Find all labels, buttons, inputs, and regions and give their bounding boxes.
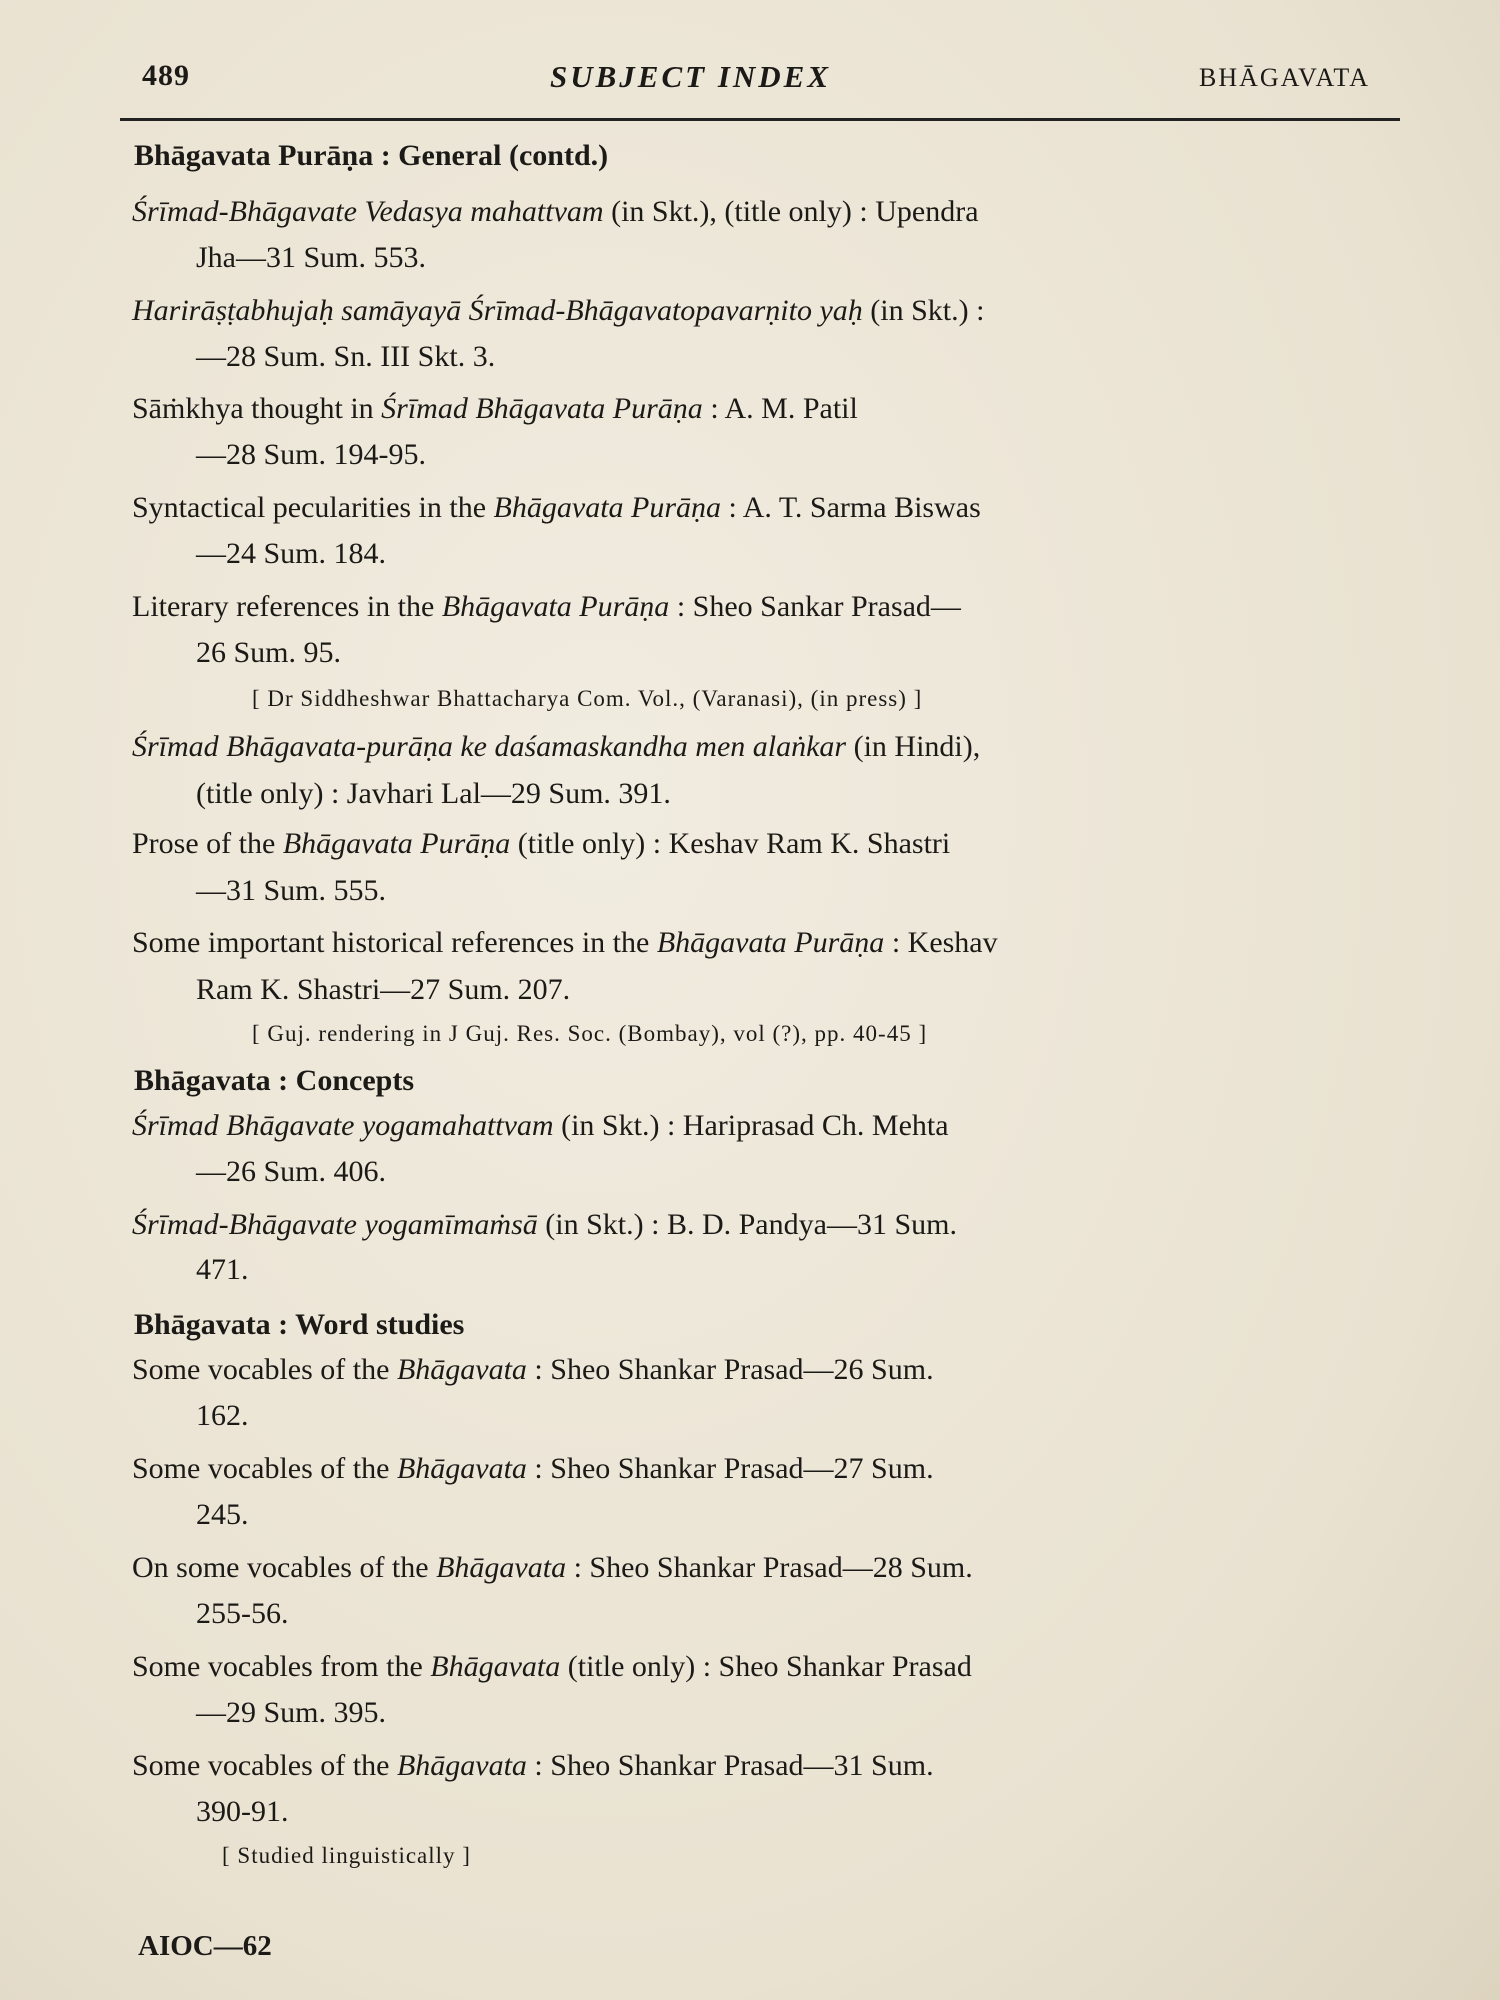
entry-title-italic: Śrīmad-Bhāgavate yogamīmaṁsā bbox=[132, 1208, 538, 1241]
entry-title-italic: Bhāgavata bbox=[396, 1353, 527, 1386]
entry-line bbox=[132, 293, 1372, 329]
entry-continuation: —28 Sum. Sn. III Skt. 3. bbox=[196, 340, 496, 373]
entry-continuation: —24 Sum. 184. bbox=[196, 537, 387, 570]
entry-title-italic: Bhāgavata Purāṇa bbox=[656, 926, 885, 959]
running-head: BHĀGAVATA bbox=[1199, 63, 1370, 92]
entry-line bbox=[132, 1108, 1372, 1144]
entry-line bbox=[132, 1207, 1372, 1243]
entry-text: : Keshav bbox=[884, 926, 998, 959]
entry-title-italic: Bhāgavata bbox=[430, 1650, 561, 1683]
entry-note: [ Studied linguistically ] bbox=[222, 1843, 471, 1868]
entry-continuation: 26 Sum. 95. bbox=[196, 636, 342, 669]
signature-mark: AIOC—62 bbox=[138, 1930, 272, 1962]
entry-title-italic: Bhāgavata Purāṇa bbox=[441, 590, 670, 623]
entry-note: [ Guj. rendering in J Guj. Res. Soc. (Bombay), vol (?), pp. 40-45 ] bbox=[252, 1021, 928, 1046]
entry-text: Some vocables of the bbox=[132, 1353, 397, 1386]
entry-line bbox=[132, 589, 1372, 625]
section-heading: Bhāgavata : Concepts bbox=[134, 1064, 415, 1097]
entry-line bbox=[132, 826, 1372, 862]
entry-continuation: —28 Sum. 194-95. bbox=[196, 438, 427, 471]
entry-text: Literary references in the bbox=[132, 590, 442, 623]
entry-text: Some vocables of the bbox=[132, 1452, 397, 1485]
entry-text: (title only) : Keshav Ram K. Shastri bbox=[510, 827, 951, 860]
entry-note: [ Dr Siddheshwar Bhattacharya Com. Vol., (Varanasi), (in press) ] bbox=[252, 686, 923, 711]
entry-text: (in Skt.), (title only) : Upendra bbox=[603, 195, 979, 228]
entry-text: (title only) : Sheo Shankar Prasad bbox=[560, 1650, 972, 1683]
entry-continuation: —29 Sum. 395. bbox=[196, 1696, 387, 1729]
section-heading: Bhāgavata : Word studies bbox=[134, 1308, 465, 1341]
entry-line bbox=[132, 1352, 1372, 1388]
entry-continuation: Jha—31 Sum. 553. bbox=[196, 241, 427, 274]
entry-text: : Sheo Shankar Prasad—31 Sum. bbox=[526, 1749, 934, 1782]
entry-title-italic: Śrīmad Bhāgavata-purāṇa ke daśamaskandha men alaṅkar bbox=[132, 730, 847, 763]
entry-line bbox=[132, 1649, 1372, 1685]
entry-text: Some vocables of the bbox=[132, 1749, 397, 1782]
entry-continuation: 390-91. bbox=[196, 1795, 289, 1828]
entry-text: Sāṁkhya thought in bbox=[132, 392, 382, 425]
entry-text: : Sheo Shankar Prasad—26 Sum. bbox=[526, 1353, 934, 1386]
entry-continuation: Ram K. Shastri—27 Sum. 207. bbox=[196, 973, 571, 1006]
entry-title-italic: Bhāgavata bbox=[396, 1749, 527, 1782]
entry-continuation: —31 Sum. 555. bbox=[196, 874, 387, 907]
section-heading: Bhāgavata Purāṇa : General (contd.) bbox=[134, 139, 609, 172]
entry-text: : Sheo Shankar Prasad—28 Sum. bbox=[566, 1551, 973, 1584]
entry-text: Some vocables from the bbox=[132, 1650, 431, 1683]
entry-continuation: 255-56. bbox=[196, 1597, 289, 1630]
entry-title-italic: Bhāgavata bbox=[396, 1452, 527, 1485]
entry-line bbox=[132, 925, 1372, 961]
entry-text: (in Skt.) : bbox=[862, 294, 985, 327]
entry-text: Prose of the bbox=[132, 827, 283, 860]
entry-line bbox=[132, 1550, 1372, 1586]
entry-continuation: —26 Sum. 406. bbox=[196, 1155, 387, 1188]
page-title: SUBJECT INDEX bbox=[550, 59, 832, 94]
entry-line bbox=[132, 1748, 1372, 1784]
entry-title-italic: Śrīmad Bhāgavata Purāṇa bbox=[381, 392, 703, 425]
entry-line bbox=[132, 194, 1372, 230]
entry-line bbox=[132, 1451, 1372, 1487]
entry-line bbox=[132, 391, 1372, 427]
entry-text: Syntactical pecularities in the bbox=[132, 491, 494, 524]
entry-title-italic: Śrīmad-Bhāgavate Vedasya mahattvam bbox=[132, 195, 604, 228]
entry-title-italic: Bhāgavata bbox=[436, 1551, 567, 1584]
entry-line bbox=[132, 490, 1372, 526]
entry-title-italic: Śrīmad Bhāgavate yogamahattvam bbox=[132, 1109, 554, 1142]
entry-continuation: 245. bbox=[196, 1498, 249, 1531]
entry-continuation: (title only) : Javhari Lal—29 Sum. 391. bbox=[196, 777, 671, 810]
entry-continuation: 471. bbox=[196, 1253, 249, 1286]
page-header bbox=[140, 55, 1380, 95]
entry-title-italic: Harirāṣṭabhujaḥ samāyayā Śrīmad-Bhāgavatopavarṇito yaḥ bbox=[132, 294, 863, 327]
entry-text: On some vocables of the bbox=[132, 1551, 437, 1584]
entry-text: : Sheo Shankar Prasad—27 Sum. bbox=[526, 1452, 934, 1485]
header-rule bbox=[120, 118, 1400, 121]
entry-text: (in Hindi), bbox=[846, 730, 981, 763]
page-number: 489 bbox=[142, 59, 190, 92]
entry-title-italic: Bhāgavata Purāṇa bbox=[282, 827, 511, 860]
entry-text: (in Skt.) : B. D. Pandya—31 Sum. bbox=[537, 1208, 957, 1241]
entry-continuation: 162. bbox=[196, 1399, 249, 1432]
entry-text: : A. M. Patil bbox=[702, 392, 858, 425]
entry-text: (in Skt.) : Hariprasad Ch. Mehta bbox=[553, 1109, 949, 1142]
entry-text: : Sheo Sankar Prasad— bbox=[669, 590, 961, 623]
entry-title-italic: Bhāgavata Purāṇa bbox=[493, 491, 722, 524]
entry-line bbox=[132, 729, 1372, 765]
entry-text: Some important historical references in the bbox=[132, 926, 657, 959]
entry-text: : A. T. Sarma Biswas bbox=[721, 491, 981, 524]
